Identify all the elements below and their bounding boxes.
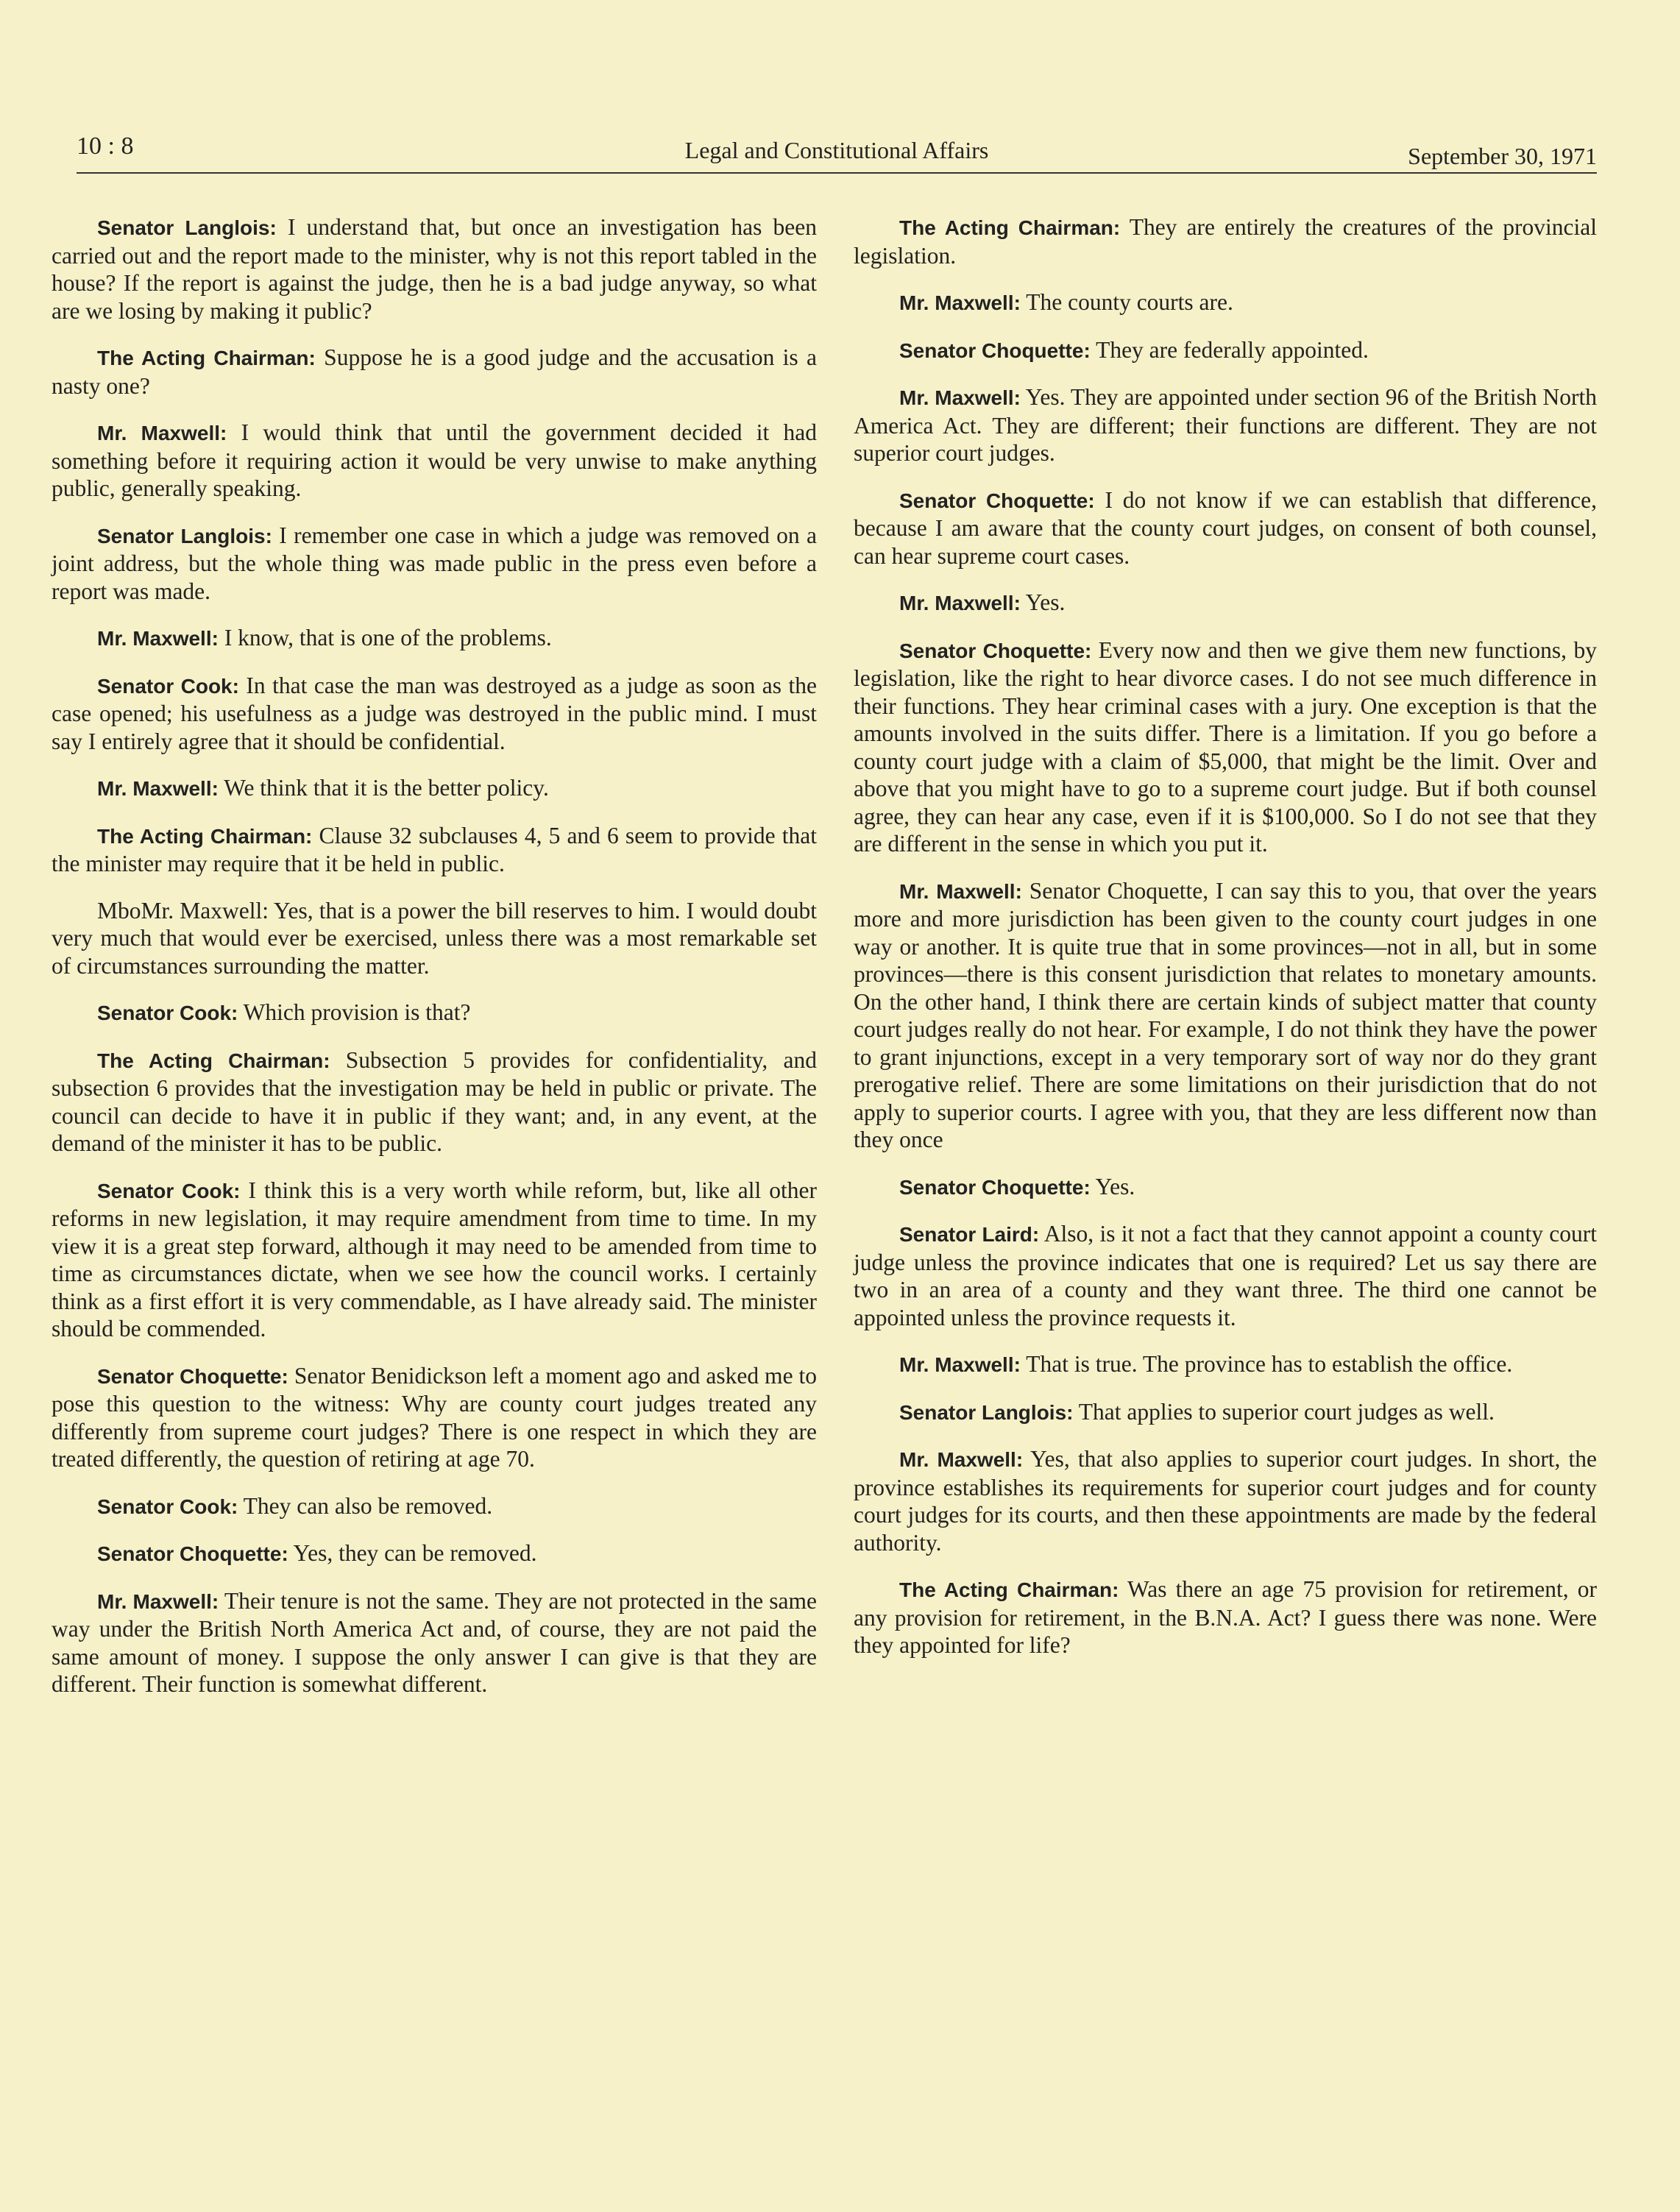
speech-text: I understand that, but once an investigation has been carried out and the report made to the minister, why is not this report tabled in the house? If the report is against the judge, then he is a bad judge anyway, so what are we losing by making it public? — [52, 214, 817, 324]
speaker-name: Senator Choquette: — [899, 338, 1091, 362]
speaker-name: Senator Cook: — [97, 674, 239, 698]
transcript-paragraph — [854, 877, 1597, 1154]
transcript-paragraph — [52, 822, 817, 878]
speaker-name: The Acting Chairman: — [899, 216, 1121, 239]
speech-text: That is true. The province has to establish the office. — [1020, 1351, 1513, 1377]
speech-text: Subsection 5 provides for confidentiality, and subsection 6 provides that the investigation may be held in public or private. The council can decide to have it in public if they want; and, in any event, at the demand of the minister it has to be public. — [52, 1046, 817, 1156]
transcript-paragraph — [854, 383, 1597, 467]
running-title: Legal and Constitutional Affairs — [684, 137, 989, 163]
speaker-name: Mr. Maxwell: — [97, 1589, 219, 1613]
speaker-name: Senator Laird: — [899, 1223, 1040, 1246]
transcript-paragraph — [854, 1398, 1597, 1427]
speech-text: Clause 32 subclauses 4, 5 and 6 seem to provide that the minister may require that it be held in public. — [52, 822, 817, 876]
transcript-paragraph — [854, 336, 1597, 365]
transcript-paragraph — [854, 486, 1597, 570]
speech-text: I remember one case in which a judge was removed on a joint address, but the whole thing was made public in the press even before a report was made. — [52, 522, 817, 604]
transcript-paragraph — [52, 1177, 817, 1343]
speech-text: Yes. They are appointed under section 96 of the British North America Act. They are different; their functions are different. They are not superior court judges. — [854, 384, 1597, 466]
speaker-name: Mr. Maxwell: — [97, 422, 227, 444]
transcript-paragraph — [52, 999, 817, 1027]
speaker-name: Mr. Maxwell: — [899, 291, 1021, 314]
speech-text: I think this is a very worth while reform, but, like all other reforms in new legislation, it may require amendment from time to time. In my view it is a great step forward, although it may need to be amended from time to time as circumstances dictate, when we see how the council works. I certainly think as a first effort it is very commendable, as I have already said. The minister should be commended. — [52, 1177, 817, 1341]
speech-text: Senator Choquette, I can say this to you, that over the years more and more jurisdiction has been given to the county court judges in one way or another. It is quite true that in some provinces—not in all, but in some provinces—there is this consent jurisdiction that relates to monetary amounts. On the other hand, I think there are certain kinds of subject matter that county court judges really do not hear. For example, I do not think they have the power to grant injunctions, except in a very temporary sort of way nor do they grant prerogative relief. There are some limitations on their jurisdiction that do not apply to superior courts. I agree with you, that they are less different now than they once — [854, 877, 1597, 1152]
speech-text: Every now and then we give them new functions, by legislation, like the right to hear divorce cases. I do not see much difference in their functions. They hear criminal cases with a jury. One exception is that the amounts involved in the suits differ. There is a limitation. If you go before a county court judge with a claim of $5,000, that might be the limit. Over and above that you might have to go to a supreme court judge. But if both counsel agree, they can hear any case, even if it is $100,000. So I do not see that they are different in the sense in which you put it. — [854, 637, 1598, 857]
speech-text: Yes. — [1020, 589, 1066, 615]
speaker-name: Senator Langlois: — [899, 1400, 1074, 1424]
speaker-name: Mr. Maxwell: — [97, 627, 219, 650]
speech-text: Suppose he is a good judge and the accusation is a nasty one? — [52, 344, 818, 399]
speech-text: Yes, that is a power the bill reserves to him. I would doubt very much that would ever be exercised, unless there was a most remarkable set of circumstances surrounding the matter. — [52, 897, 817, 979]
speech-text: Also, is it not a fact that they cannot appoint a county court judge unless the province indicates that one is required? Let us say there are two in an area of a county and they want three. The third one cannot be appointed unless the province requests it. — [854, 1221, 1597, 1330]
left-column — [52, 213, 817, 1718]
speech-text: Was there an age 75 provision for retirement, or any provision for retirement, in the B.N.A. Act? I guess there was none. Were they appointed for life? — [854, 1576, 1597, 1658]
transcript-paragraph — [854, 1575, 1597, 1659]
speaker-name: Senator Cook: — [97, 1002, 238, 1024]
speech-text: I know, that is one of the problems. — [218, 625, 552, 651]
speaker-name: The Acting Chairman: — [899, 1578, 1119, 1601]
transcript-paragraph — [52, 213, 817, 325]
speaker-name: The Acting Chairman: — [97, 824, 313, 848]
speaker-name: The Acting Chairman: — [97, 347, 316, 369]
speaker-name: Senator Choquette: — [899, 489, 1095, 512]
transcript-paragraph — [52, 1046, 817, 1158]
speaker-name: Mr. Maxwell: — [899, 1353, 1021, 1376]
speaker-name: Senator Langlois: — [97, 216, 277, 239]
transcript-paragraph — [52, 1587, 817, 1698]
transcript-paragraph — [854, 213, 1597, 269]
speaker-name: The Acting Chairman: — [97, 1049, 330, 1072]
speaker-name: Senator Choquette: — [899, 639, 1092, 662]
right-column — [854, 213, 1597, 1679]
transcript-paragraph — [52, 1492, 817, 1521]
transcript-paragraph — [52, 522, 817, 606]
speech-text: Which provision is that? — [238, 999, 471, 1025]
transcript-paragraph — [52, 344, 817, 400]
speech-text: They are entirely the creatures of the provincial legislation. — [854, 214, 1597, 269]
transcript-paragraph — [854, 637, 1597, 858]
speech-text: Senator Benidickson left a moment ago and asked me to pose this question to the witness: Why are county court judges treated any differently from supreme court judges? There is one respect in which they are treated differently, the question of retiring at age 70. — [52, 1362, 818, 1472]
speech-text: I would think that until the government decided it had something before it requiring action it would be very unwise to make anything public, generally speaking. — [52, 419, 817, 501]
transcript-paragraph — [52, 419, 817, 503]
page-header — [77, 132, 1597, 174]
speaker-name: Mr. Maxwell: — [899, 592, 1021, 614]
speaker-name: Mr. Maxwell: — [899, 386, 1021, 409]
transcript-paragraph — [52, 1539, 817, 1568]
transcript-paragraph — [52, 897, 817, 980]
speaker-name: Senator Cook: — [97, 1179, 241, 1202]
transcript-paragraph — [854, 288, 1597, 317]
speech-text: They are federally appointed. — [1090, 336, 1369, 363]
transcript-paragraph — [52, 624, 817, 653]
speech-text: We think that it is the better policy. — [218, 775, 549, 801]
speaker-name: Senator Choquette: — [97, 1364, 288, 1388]
speaker-name: Senator Choquette: — [899, 1175, 1091, 1199]
speaker-name: Senator Choquette: — [97, 1542, 288, 1565]
speaker-name: MboMr. Maxwell: — [97, 897, 269, 924]
transcript-paragraph — [52, 672, 817, 756]
transcript-paragraph — [52, 1362, 817, 1473]
header-date: September 30, 1971 — [1408, 143, 1597, 169]
speech-text: They can also be removed. — [238, 1492, 493, 1519]
page-number: 10 : 8 — [77, 132, 134, 160]
transcript-paragraph — [854, 1445, 1597, 1556]
speaker-name: Mr. Maxwell: — [899, 879, 1022, 903]
speaker-name: Mr. Maxwell: — [899, 1448, 1024, 1471]
transcript-paragraph — [854, 589, 1597, 617]
speech-text: Their tenure is not the same. They are not protected in the same way under the British North America Act and, of course, they are not paid the same amount of money. I suppose the only answer I can give is that they are different. Their function is somewhat different. — [52, 1587, 817, 1697]
transcript-paragraph — [854, 1173, 1597, 1202]
transcript-paragraph — [854, 1350, 1597, 1379]
speech-text: Yes, that also applies to superior court judges. In short, the province establishes its requirements for superior court judges and for county court judges for its courts, and then these appointments are made by the federal authority. — [854, 1446, 1598, 1556]
speech-text: I do not know if we can establish that difference, because I am aware that the county court judges, on consent of both counsel, can hear supreme court cases. — [854, 486, 1597, 569]
speech-text: Yes, they can be removed. — [288, 1540, 537, 1566]
speech-text: Yes. — [1090, 1173, 1135, 1199]
transcript-paragraph — [52, 774, 817, 803]
speech-text: That applies to superior court judges as well. — [1073, 1398, 1495, 1425]
transcript-paragraph — [854, 1220, 1597, 1331]
speech-text: The county courts are. — [1020, 289, 1233, 315]
speaker-name: Senator Cook: — [97, 1495, 238, 1518]
speech-text: In that case the man was destroyed as a judge as soon as the case opened; his usefulness as a judge was destroyed in the public mind. I must say I entirely agree that it should be confidential. — [52, 672, 817, 754]
speaker-name: Mr. Maxwell: — [97, 777, 219, 800]
speaker-name: Senator Langlois: — [97, 524, 272, 547]
